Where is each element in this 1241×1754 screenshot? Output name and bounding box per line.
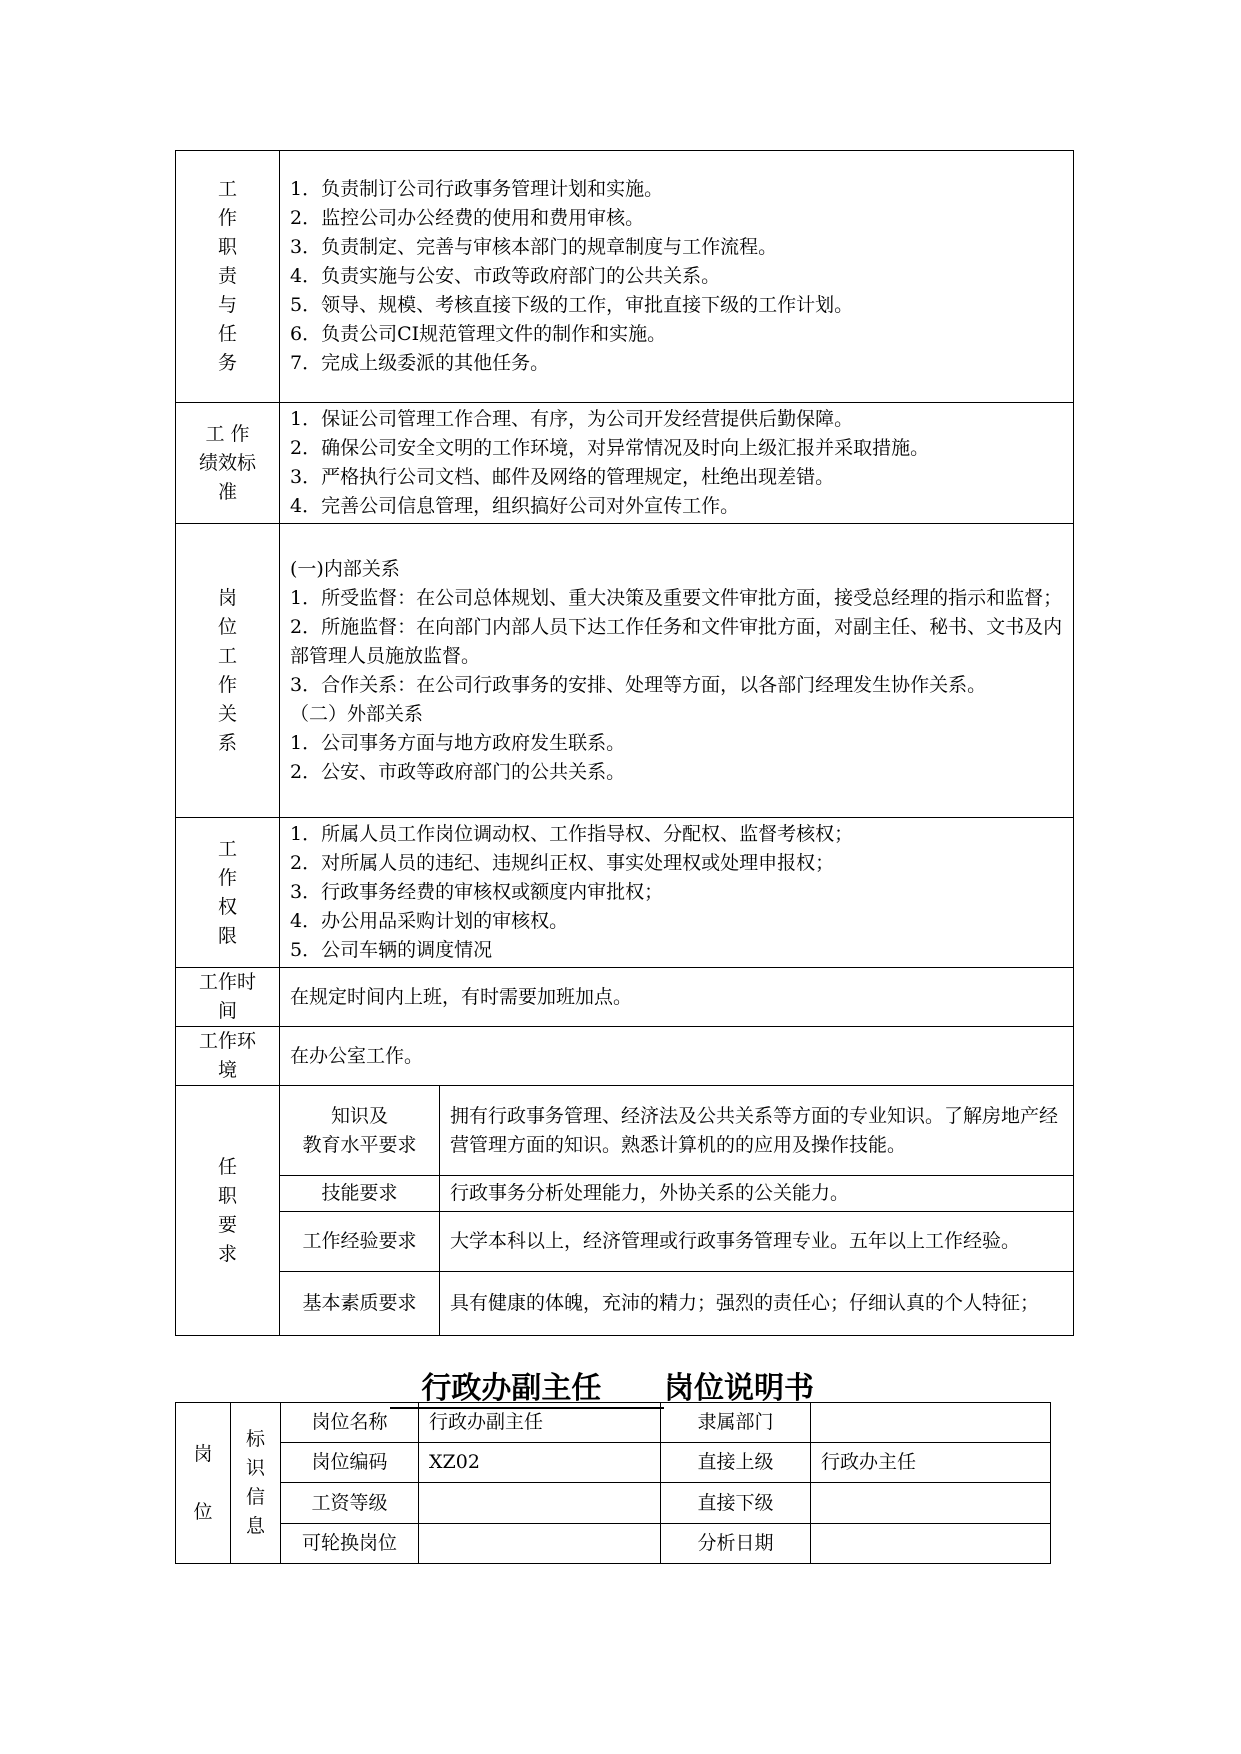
duties-label: 工 作 职 责 与 任 务	[176, 151, 280, 403]
relations-content	[280, 524, 1074, 818]
authority-item: 4．办公用品采购计划的审核权。	[290, 910, 569, 932]
authority-row	[176, 818, 1074, 968]
authority-item: 3．行政事务经费的审核权或额度内审批权；	[290, 881, 664, 903]
info-row	[176, 1483, 1051, 1524]
requirements-row	[176, 1176, 1074, 1212]
info-label: 直接下级	[661, 1483, 811, 1524]
info-row	[176, 1443, 1051, 1483]
relations-item: 3．合作关系：在公司行政事务的安排、处理等方面，以各部门经理发生协作关系。	[290, 673, 987, 696]
performance-item: 1．保证公司管理工作合理、有序，为公司开发经营提供后勤保障。	[290, 408, 854, 430]
relations-item: 2．所施监督：在向部门内部人员下达工作任务和文件审批方面，对副主任、秘书、文书及内部管理人员施放监督。	[290, 615, 1063, 667]
authority-content	[280, 818, 1074, 968]
authority-label: 工 作 权 限	[176, 818, 280, 968]
info-label: 隶属部门	[661, 1403, 811, 1443]
requirements-row	[176, 1272, 1074, 1336]
requirement-value: 大学本科以上，经济管理或行政事务管理专业。五年以上工作经验。	[440, 1212, 1074, 1272]
info-value: 行政办副主任	[419, 1403, 661, 1443]
info-value	[419, 1524, 661, 1564]
work-time-row	[176, 968, 1074, 1027]
relations-item: (一)内部关系	[290, 557, 400, 580]
performance-item: 3．严格执行公司文档、邮件及网络的管理规定，杜绝出现差错。	[290, 466, 835, 488]
duty-item: 1．负责制订公司行政事务管理计划和实施。	[290, 178, 664, 200]
work-env-label: 工作环 境	[176, 1027, 280, 1086]
requirements-row	[176, 1086, 1074, 1176]
info-label: 分析日期	[661, 1524, 811, 1564]
work-env-value: 在办公室工作。	[280, 1027, 1074, 1086]
info-value: XZ02	[419, 1443, 661, 1483]
work-time-value: 在规定时间内上班，有时需要加班加点。	[280, 968, 1074, 1027]
info-value	[419, 1483, 661, 1524]
requirement-label: 技能要求	[280, 1176, 440, 1212]
info-label: 工资等级	[281, 1483, 419, 1524]
title-suffix: 岗位说明书	[664, 1371, 815, 1406]
work-env-row	[176, 1027, 1074, 1086]
relations-item: 1．公司事务方面与地方政府发生联系。	[290, 731, 626, 754]
requirements-row	[176, 1212, 1074, 1272]
info-label: 直接上级	[661, 1443, 811, 1483]
info-row	[176, 1524, 1051, 1564]
authority-item: 2．对所属人员的违纪、违规纠正权、事实处理权或处理申报权；	[290, 852, 835, 874]
position-info-table	[175, 1402, 1051, 1564]
performance-item: 2．确保公司安全文明的工作环境，对异常情况及时向上级汇报并采取措施。	[290, 437, 930, 459]
relations-row	[176, 524, 1074, 818]
relations-item: 2．公安、市政等政府部门的公共关系。	[290, 760, 626, 783]
info-row	[176, 1403, 1051, 1443]
duty-item: 5．领导、规模、考核直接下级的工作，审批直接下级的工作计划。	[290, 294, 854, 316]
authority-item: 5．公司车辆的调度情况	[290, 939, 493, 961]
requirement-value: 具有健康的体魄，充沛的精力；强烈的责任心；仔细认真的个人特征；	[440, 1272, 1074, 1336]
performance-row	[176, 403, 1074, 524]
duty-item: 3．负责制定、完善与审核本部门的规章制度与工作流程。	[290, 236, 778, 258]
info-value	[811, 1403, 1051, 1443]
requirement-value: 行政事务分析处理能力，外协关系的公关能力。	[440, 1176, 1074, 1212]
requirement-value: 拥有行政事务管理、经济法及公共关系等方面的专业知识。了解房地产经营管理方面的知识。熟悉计算机的的应用及操作技能。	[440, 1086, 1074, 1176]
duty-item: 4．负责实施与公安、市政等政府部门的公共关系。	[290, 265, 721, 287]
performance-content	[280, 403, 1074, 524]
requirements-label: 任 职 要 求	[176, 1086, 280, 1336]
duties-row	[176, 151, 1074, 403]
relations-item: （二）外部关系	[290, 702, 424, 725]
performance-label: 工 作 绩效标 准	[176, 403, 280, 524]
info-outer-label: 岗 位	[176, 1403, 231, 1564]
duty-item: 7．完成上级委派的其他任务。	[290, 352, 550, 374]
duty-item: 2．监控公司办公经费的使用和费用审核。	[290, 207, 645, 229]
relations-label: 岗 位 工 作 关 系	[176, 524, 280, 818]
requirement-label: 工作经验要求	[280, 1212, 440, 1272]
info-label: 岗位名称	[281, 1403, 419, 1443]
requirement-label: 基本素质要求	[280, 1272, 440, 1336]
info-label: 可轮换岗位	[281, 1524, 419, 1564]
title-position: 行政办副主任	[390, 1363, 664, 1409]
info-value	[811, 1483, 1051, 1524]
info-label: 岗位编码	[281, 1443, 419, 1483]
duties-content	[280, 151, 1074, 403]
performance-item: 4．完善公司信息管理，组织搞好公司对外宣传工作。	[290, 495, 740, 517]
info-value: 行政办主任	[811, 1443, 1051, 1483]
job-description-table	[175, 150, 1074, 1336]
requirement-label: 知识及 教育水平要求	[280, 1086, 440, 1176]
authority-item: 1．所属人员工作岗位调动权、工作指导权、分配权、监督考核权；	[290, 823, 854, 845]
info-inner-label: 标 识 信 息	[231, 1403, 281, 1564]
relations-item: 1．所受监督：在公司总体规划、重大决策及重要文件审批方面，接受总经理的指示和监督；	[290, 586, 1063, 609]
work-time-label: 工作时 间	[176, 968, 280, 1027]
duty-item: 6．负责公司CI规范管理文件的制作和实施。	[290, 323, 667, 345]
info-value	[811, 1524, 1051, 1564]
